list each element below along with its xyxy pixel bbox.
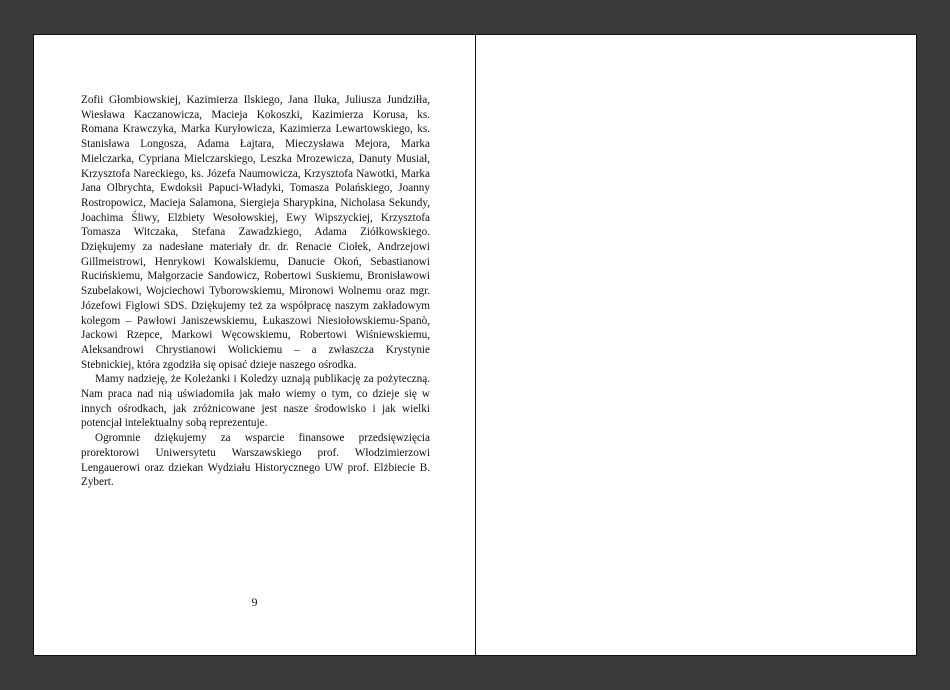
paragraph-funding: Ogromnie dziękujemy za wsparcie finansowe przedsięwzięcia prorektorowi Uniwersytetu Warszawskiego prof. Włodzimierzowi Lengauerowi oraz dziekan Wydziału Historycznego UW prof. Elżbiecie B. Zybert.	[81, 432, 430, 489]
right-page	[475, 34, 917, 656]
paragraph-acknowledgements: Zofii Głombiowskiej, Kazimierza Ilskiego, Jana Iluka, Juliusza Jundziłła, Wiesława Kaczanowicza, Macieja Kokoszki, Kazimierza Korusa, ks. Romana Krawczyka, Marka Kuryłowicza, Kazimierza Lewartowskiego, ks. Stanisława Longosza, Adama Łajtara, Mieczysława Mejora, Marka Mielczarka, Cypriana Mielczarskiego, Leszka Mrozewicza, Danuty Musiał, Krzysztofa Nareckiego, ks. Józefa Naumowicza, Krzysztofa Nawotki, Marka Jana Olbrychta, Ewdoksii Papuci-Władyki, Tomasza Polańskiego, Joanny Rostropowicz, Macieja Salamona, Siergieja Sharypkina, Nicholasa Sekundy, Joachima Śliwy, Elżbiety Wesołowskiej, Ewy Wipszyckiej, Krzysztofa Tomasza Witczaka, Stefana Zawadzkiego, Adama Ziółkowskiego. Dziękujemy za nadesłane materiały dr. dr. Renacie Ciołek, Andrzejowi Gillmeistrowi, Henrykowi Kowalskiemu, Danucie Okoń, Sebastianowi Rucińskiemu, Małgorzacie Sandowicz, Robertowi Suskiemu, Bronisławowi Szubelakowi, Wojciechowi Tyborowskiemu, Mironowi Wolnemu oraz mgr. Józefowi Figlowi SDS. Dziękujemy też za współpracę naszym zakładowym kolegom – Pawłowi Janiszewskiemu, Łukaszowi Niesiołowskiemu-Spanò, Jackowi Rzepce, Markowi Węcowskiemu, Robertowi Wiśniewskiemu, Aleksandrowi Chrystianowi Wolickiemu – a zwłaszcza Krystynie Stebnickiej, która zgodziła się opisać dzieje naszego ośrodka.	[81, 94, 430, 371]
page-number: 9	[251, 595, 258, 609]
left-page	[33, 34, 476, 656]
paragraph-hope: Mamy nadzieję, że Koleżanki i Koledzy uznają publikację za pożyteczną. Nam praca nad nią uświadomiła jak mało wiemy o tym, co dzieje się w innych ośrodkach, jak zróżnicowane jest nasze środowisko i jak wielki potencjał intelektualny sobą reprezentuje.	[81, 373, 430, 430]
body-text	[81, 93, 430, 490]
